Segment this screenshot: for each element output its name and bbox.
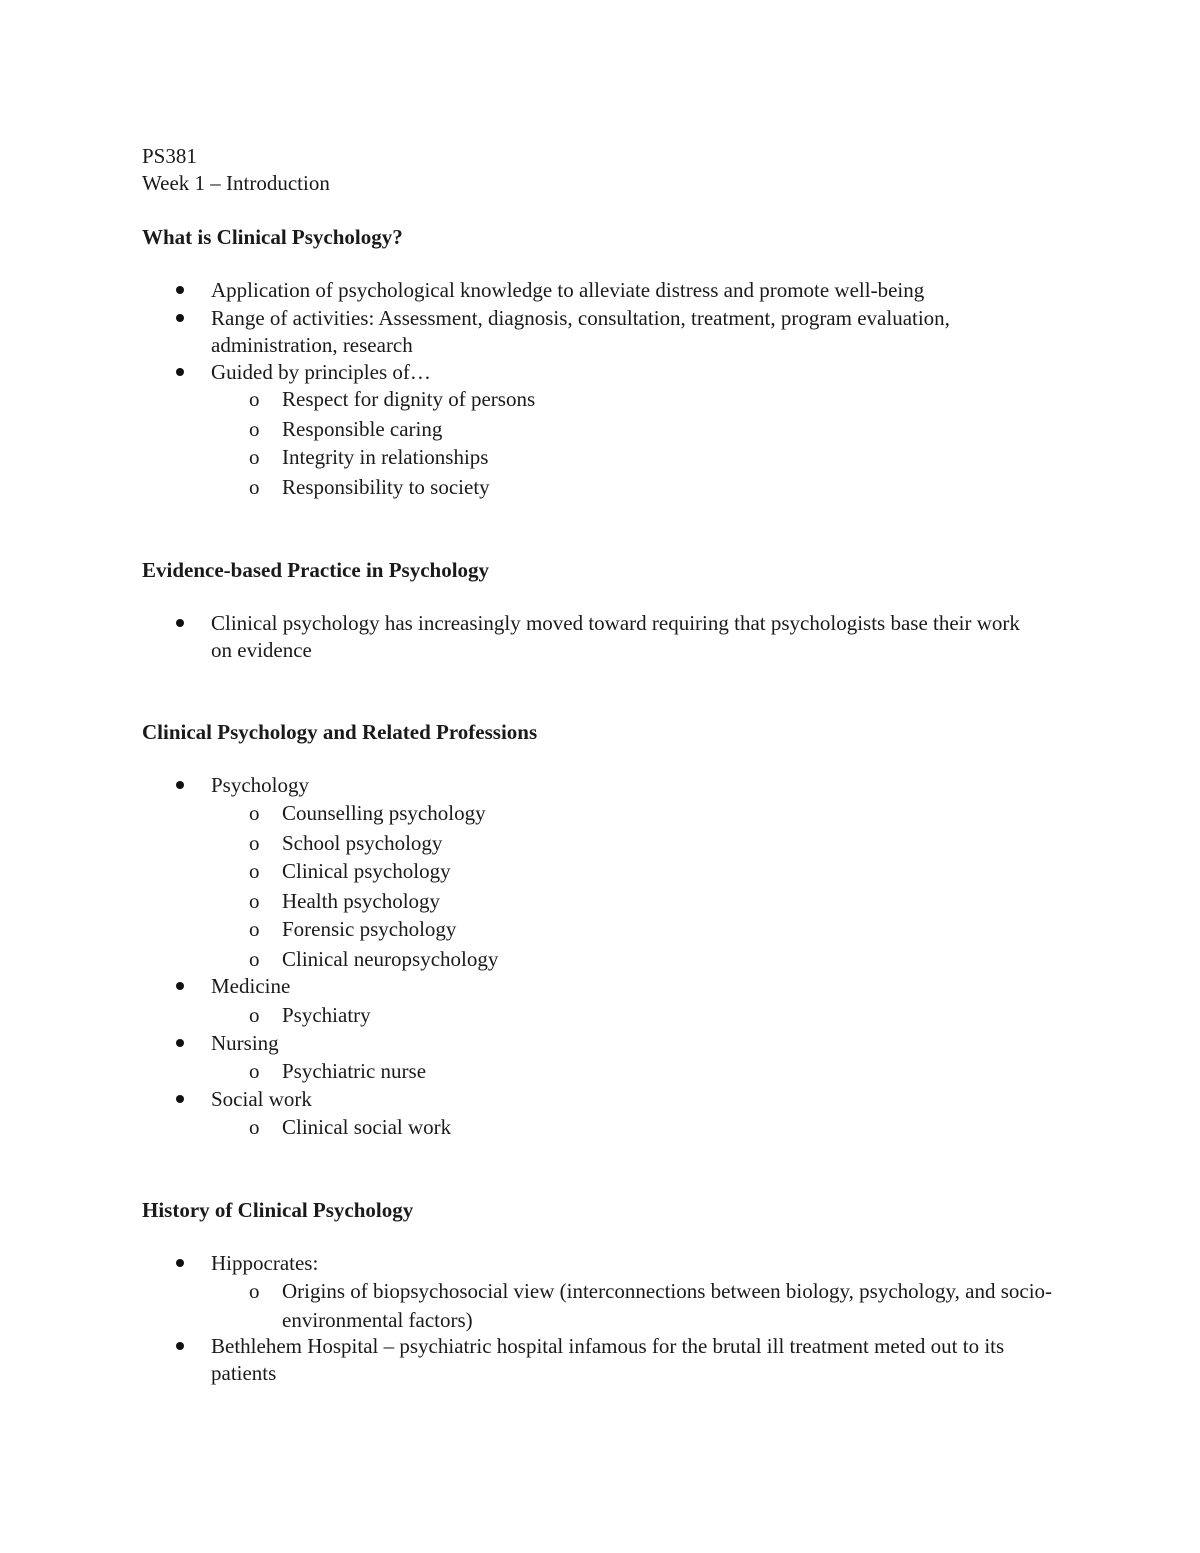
sub-list-item: School psychology (282, 831, 443, 855)
sub-bullet-marker: o (249, 917, 260, 941)
sub-list-item: Health psychology (282, 889, 441, 913)
sub-list-item: Responsible caring (282, 417, 443, 441)
sub-bullet-marker: o (249, 859, 260, 883)
list-item: Clinical psychology has increasingly moved toward requiring that psychologists base their work on evidence (211, 611, 1020, 662)
list-item: Nursing (211, 1031, 279, 1055)
bullet-dot (176, 982, 184, 990)
sub-bullet-marker: o (249, 445, 260, 469)
sub-bullet-marker: o (249, 889, 260, 913)
bullet-dot (176, 619, 184, 627)
sub-list-item: Respect for dignity of persons (282, 387, 536, 411)
bullet-dot (176, 286, 184, 294)
list-item: Social work (211, 1087, 312, 1111)
sub-bullet-marker: o (249, 475, 260, 499)
bullet-dot (176, 1095, 184, 1103)
sub-list-item: Integrity in relationships (282, 445, 489, 469)
sub-bullet-marker: o (249, 1115, 260, 1139)
bullet-dot (176, 1259, 184, 1267)
sub-bullet-marker: o (249, 417, 260, 441)
list-item: Medicine (211, 974, 291, 998)
sub-bullet-marker: o (249, 1059, 260, 1083)
bullet-dot (176, 781, 184, 789)
list-item: Bethlehem Hospital – psychiatric hospital infamous for the brutal ill treatment meted out to its patients (211, 1334, 1005, 1385)
sub-bullet-marker: o (249, 1279, 260, 1303)
bullet-dot (176, 314, 184, 322)
sub-list-item: Psychiatric nurse (282, 1059, 427, 1083)
sub-bullet-marker: o (249, 947, 260, 971)
list-item: Range of activities: Assessment, diagnosis, consultation, treatment, program evaluation, administration, research (211, 306, 950, 357)
section-heading: Evidence-based Practice in Psychology (142, 558, 490, 582)
sub-list-item: Clinical neuropsychology (282, 947, 499, 971)
section-heading: What is Clinical Psychology? (142, 225, 403, 249)
week-title: Week 1 – Introduction (142, 171, 330, 195)
sub-list-item: Clinical social work (282, 1115, 452, 1139)
bullet-dot (176, 1342, 184, 1350)
sub-bullet-marker: o (249, 831, 260, 855)
sub-list-item: Origins of biopsychosocial view (interconnections between biology, psychology, and socio-environmental factors) (282, 1279, 1053, 1332)
sub-list-item: Responsibility to society (282, 475, 490, 499)
sub-list-item: Forensic psychology (282, 917, 457, 941)
section-heading: History of Clinical Psychology (142, 1198, 414, 1222)
section-heading: Clinical Psychology and Related Professions (142, 720, 538, 744)
list-item: Guided by principles of… (211, 360, 431, 384)
list-item: Hippocrates: (211, 1251, 319, 1275)
bullet-dot (176, 1039, 184, 1047)
sub-bullet-marker: o (249, 387, 260, 411)
sub-list-item: Clinical psychology (282, 859, 451, 883)
sub-list-item: Counselling psychology (282, 801, 486, 825)
list-item: Application of psychological knowledge to alleviate distress and promote well-being (211, 278, 925, 302)
sub-list-item: Psychiatry (282, 1003, 371, 1027)
bullet-dot (176, 368, 184, 376)
sub-bullet-marker: o (249, 1003, 260, 1027)
list-item: Psychology (211, 773, 310, 797)
sub-bullet-marker: o (249, 801, 260, 825)
course-code: PS381 (142, 144, 197, 168)
